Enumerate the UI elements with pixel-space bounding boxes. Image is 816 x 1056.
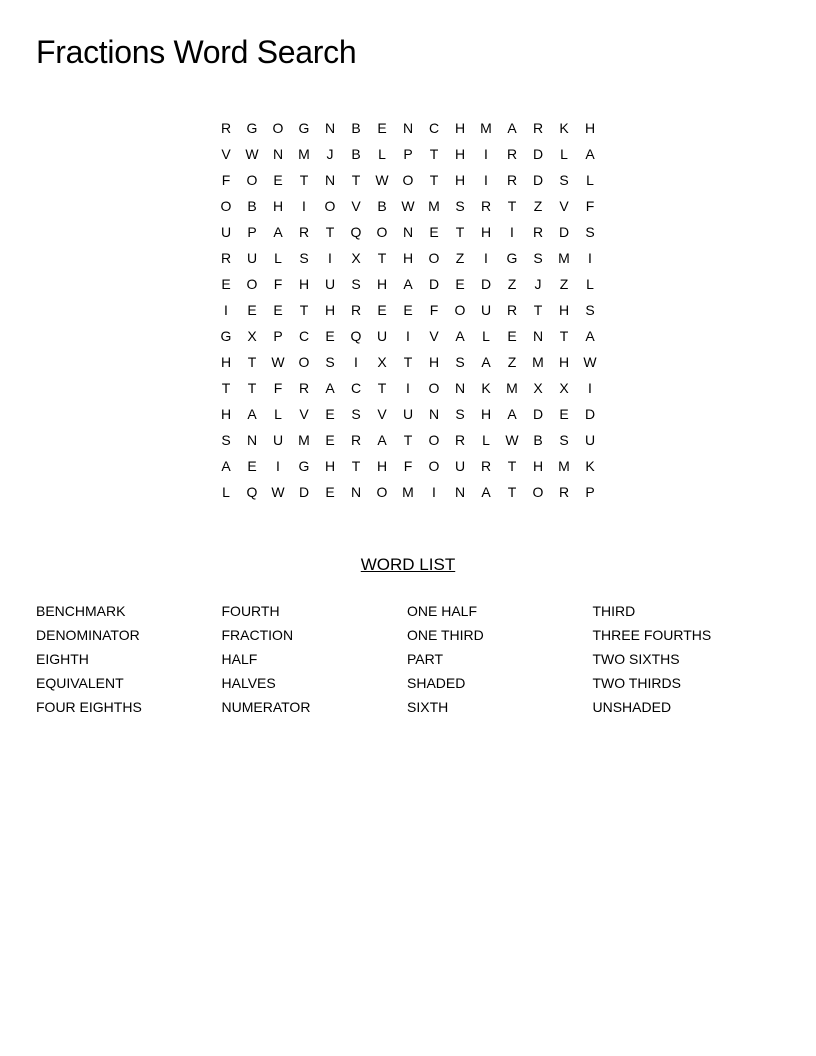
word-list-item: EIGHTH	[36, 651, 89, 667]
grid-letter: E	[403, 302, 413, 318]
grid-letter: R	[506, 302, 518, 318]
grid-letter: H	[454, 146, 466, 162]
word-list	[36, 601, 778, 721]
grid-letter: X	[559, 380, 569, 396]
grid-letter: S	[351, 276, 361, 292]
grid-letter: A	[507, 120, 517, 136]
grid-letter: G	[298, 458, 310, 474]
grid-letter: L	[586, 276, 594, 292]
grid-letter: F	[221, 172, 231, 188]
grid-letter: W	[583, 354, 597, 370]
grid-letter: E	[325, 432, 335, 448]
grid-letter: B	[351, 146, 361, 162]
grid-letter: U	[272, 432, 284, 448]
grid-letter: I	[484, 146, 488, 162]
grid-letter: M	[402, 484, 414, 500]
grid-letter: O	[402, 172, 414, 188]
grid-letter: A	[247, 406, 257, 422]
grid-letter: R	[350, 432, 362, 448]
grid-letter: S	[559, 172, 569, 188]
word-list-item: SIXTH	[407, 699, 449, 715]
grid-letter: A	[585, 328, 595, 344]
grid-letter: G	[298, 120, 310, 136]
grid-letter: W	[245, 146, 259, 162]
grid-letter: S	[533, 250, 543, 266]
grid-letter: U	[402, 406, 414, 422]
grid-letter: I	[328, 250, 332, 266]
grid-letter: H	[480, 224, 492, 240]
grid-letter: O	[246, 172, 258, 188]
grid-letter: R	[220, 250, 232, 266]
grid-letter: O	[272, 120, 284, 136]
grid-letter: I	[224, 302, 228, 318]
grid-letter: T	[559, 328, 569, 344]
grid-letter: P	[585, 484, 595, 500]
grid-letter: S	[585, 224, 595, 240]
grid-letter: D	[428, 276, 440, 292]
grid-letter: P	[403, 146, 413, 162]
grid-letter: B	[351, 120, 361, 136]
grid-letter: I	[588, 380, 592, 396]
grid-letter: X	[247, 328, 257, 344]
grid-letter: T	[507, 484, 517, 500]
grid-letter: E	[273, 172, 283, 188]
grid-letter: M	[298, 146, 310, 162]
grid-letter: E	[377, 120, 387, 136]
grid-letter: H	[454, 172, 466, 188]
grid-letter: N	[272, 146, 284, 162]
grid-letter: U	[454, 458, 466, 474]
grid-letter: I	[510, 224, 514, 240]
grid-letter: D	[532, 172, 544, 188]
word-list-item: BENCHMARK	[36, 603, 126, 619]
grid-letter: H	[558, 302, 570, 318]
word-list-item: HALF	[221, 651, 258, 667]
word-list-item: FOURTH	[221, 603, 280, 619]
grid-letter: C	[428, 120, 440, 136]
grid-letter: N	[428, 406, 440, 422]
grid-letter: N	[532, 328, 544, 344]
grid-letter: G	[506, 250, 518, 266]
grid-letter: D	[558, 224, 570, 240]
grid-letter: S	[351, 406, 361, 422]
word-list-item: THIRD	[592, 603, 636, 619]
grid-letter: Q	[350, 328, 362, 344]
grid-letter: M	[480, 120, 492, 136]
grid-letter: R	[558, 484, 570, 500]
grid-letter: X	[533, 380, 543, 396]
grid-letter: V	[351, 198, 361, 214]
grid-letter: I	[432, 484, 436, 500]
grid-letter: K	[481, 380, 491, 396]
grid-letter: U	[246, 250, 258, 266]
grid-letter: T	[247, 380, 257, 396]
grid-letter: N	[324, 120, 336, 136]
grid-letter: I	[588, 250, 592, 266]
grid-letter: X	[377, 354, 387, 370]
grid-letter: A	[585, 146, 595, 162]
grid-letter: T	[429, 146, 439, 162]
grid-letter: F	[585, 198, 595, 214]
grid-letter: G	[220, 328, 232, 344]
grid-letter: A	[507, 406, 517, 422]
grid-letter: U	[480, 302, 492, 318]
grid-letter: K	[559, 120, 569, 136]
grid-letter: H	[298, 276, 310, 292]
grid-letter: F	[403, 458, 413, 474]
grid-letter: A	[481, 484, 491, 500]
grid-letter: O	[298, 354, 310, 370]
grid-letter: J	[326, 146, 334, 162]
grid-letter: R	[220, 120, 232, 136]
grid-letter: O	[532, 484, 544, 500]
grid-letter: M	[558, 250, 570, 266]
grid-letter: E	[325, 406, 335, 422]
grid-letter: W	[505, 432, 519, 448]
grid-letter: H	[454, 120, 466, 136]
word-list-item: ONE HALF	[407, 603, 478, 619]
grid-letter: N	[350, 484, 362, 500]
grid-letter: F	[429, 302, 439, 318]
grid-letter: F	[273, 276, 283, 292]
grid-letter: H	[324, 302, 336, 318]
grid-letter: R	[506, 172, 518, 188]
grid-letter: C	[350, 380, 362, 396]
grid-letter: H	[376, 458, 388, 474]
grid-letter: E	[273, 302, 283, 318]
grid-letter: T	[507, 198, 517, 214]
grid-letter: E	[247, 302, 257, 318]
grid-letter: U	[584, 432, 596, 448]
grid-letter: H	[532, 458, 544, 474]
grid-letter: N	[324, 172, 336, 188]
grid-letter: H	[402, 250, 414, 266]
grid-letter: A	[455, 328, 465, 344]
grid-letter: H	[324, 458, 336, 474]
grid-letter: U	[220, 224, 232, 240]
grid-letter: M	[428, 198, 440, 214]
word-list-item: PART	[407, 651, 444, 667]
word-list-item: ONE THIRD	[407, 627, 484, 643]
grid-letter: R	[480, 458, 492, 474]
grid-letter: N	[454, 484, 466, 500]
grid-letter: Z	[533, 198, 543, 214]
grid-letter: O	[376, 224, 388, 240]
grid-letter: I	[406, 328, 410, 344]
grid-letter: T	[403, 354, 413, 370]
grid-letter: H	[376, 276, 388, 292]
grid-letter: D	[480, 276, 492, 292]
grid-letter: D	[584, 406, 596, 422]
grid-letter: S	[299, 250, 309, 266]
grid-letter: V	[559, 198, 569, 214]
grid-letter: H	[584, 120, 596, 136]
grid-letter: L	[482, 432, 490, 448]
grid-letter: U	[324, 276, 336, 292]
grid-letter: Z	[559, 276, 569, 292]
grid-letter: O	[220, 198, 232, 214]
grid-letter: S	[455, 354, 465, 370]
word-list-item: SHADED	[407, 675, 466, 691]
grid-letter: A	[481, 354, 491, 370]
grid-letter: T	[429, 172, 439, 188]
grid-letter: V	[377, 406, 387, 422]
grid-letter: L	[586, 172, 594, 188]
grid-letter: S	[455, 406, 465, 422]
grid-letter: R	[454, 432, 466, 448]
grid-letter: T	[351, 458, 361, 474]
grid-letter: Z	[507, 276, 517, 292]
grid-letter: V	[299, 406, 309, 422]
word-list-item: FRACTION	[221, 627, 294, 643]
grid-letter: S	[559, 432, 569, 448]
grid-letter: D	[532, 146, 544, 162]
grid-letter: F	[273, 380, 283, 396]
grid-letter: T	[507, 458, 517, 474]
grid-letter: O	[428, 432, 440, 448]
grid-letter: Z	[507, 354, 517, 370]
grid-letter: E	[377, 302, 387, 318]
grid-letter: E	[221, 276, 231, 292]
grid-letter: N	[454, 380, 466, 396]
grid-letter: R	[506, 146, 518, 162]
grid-letter: V	[429, 328, 439, 344]
grid-letter: E	[559, 406, 569, 422]
grid-letter: V	[221, 146, 231, 162]
word-list-item: TWO SIXTHS	[592, 651, 680, 667]
grid-letter: E	[429, 224, 439, 240]
grid-letter: W	[401, 198, 415, 214]
grid-letter: M	[298, 432, 310, 448]
grid-letter: O	[428, 458, 440, 474]
page-title: Fractions Word Search	[36, 34, 357, 70]
grid-letter: H	[272, 198, 284, 214]
grid-letter: A	[377, 432, 387, 448]
grid-letter: O	[428, 380, 440, 396]
grid-letter: E	[455, 276, 465, 292]
word-list-item: DENOMINATOR	[36, 627, 140, 643]
grid-letter: I	[276, 458, 280, 474]
grid-letter: T	[247, 354, 257, 370]
grid-letter: W	[271, 484, 285, 500]
grid-letter: T	[299, 302, 309, 318]
grid-letter: H	[558, 354, 570, 370]
grid-letter: T	[325, 224, 335, 240]
grid-letter: E	[507, 328, 517, 344]
grid-letter: R	[532, 224, 544, 240]
grid-letter: W	[375, 172, 389, 188]
word-list-item: THREE FOURTHS	[592, 627, 712, 643]
letter-grid	[213, 118, 603, 508]
grid-letter: R	[480, 198, 492, 214]
word-list-item: HALVES	[221, 675, 276, 691]
grid-letter: L	[274, 406, 282, 422]
grid-letter: K	[585, 458, 595, 474]
grid-letter: L	[378, 146, 386, 162]
grid-letter: N	[246, 432, 258, 448]
grid-letter: A	[221, 458, 231, 474]
grid-letter: T	[377, 250, 387, 266]
grid-letter: S	[221, 432, 231, 448]
grid-letter: O	[428, 250, 440, 266]
grid-letter: W	[271, 354, 285, 370]
word-list-item: TWO THIRDS	[592, 675, 681, 691]
grid-letter: S	[325, 354, 335, 370]
grid-letter: L	[222, 484, 230, 500]
grid-letter: D	[298, 484, 310, 500]
grid-letter: P	[273, 328, 283, 344]
grid-letter: U	[376, 328, 388, 344]
grid-letter: B	[377, 198, 387, 214]
grid-letter: N	[402, 120, 414, 136]
grid-letter: H	[220, 406, 232, 422]
grid-letter: E	[325, 484, 335, 500]
grid-letter: H	[220, 354, 232, 370]
word-list-item: EQUIVALENT	[36, 675, 124, 691]
grid-letter: N	[402, 224, 414, 240]
grid-letter: T	[403, 432, 413, 448]
grid-letter: A	[273, 224, 283, 240]
grid-letter: O	[376, 484, 388, 500]
grid-letter: R	[532, 120, 544, 136]
word-list-item: NUMERATOR	[221, 699, 311, 715]
grid-letter: L	[274, 250, 282, 266]
grid-letter: A	[325, 380, 335, 396]
grid-letter: I	[354, 354, 358, 370]
grid-letter: I	[484, 172, 488, 188]
grid-letter: I	[406, 380, 410, 396]
grid-letter: C	[298, 328, 310, 344]
grid-letter: T	[455, 224, 465, 240]
grid-letter: R	[350, 302, 362, 318]
grid-letter: I	[484, 250, 488, 266]
grid-letter: T	[377, 380, 387, 396]
word-list-item: UNSHADED	[592, 699, 672, 715]
grid-letter: H	[480, 406, 492, 422]
grid-letter: R	[298, 380, 310, 396]
grid-letter: A	[403, 276, 413, 292]
grid-letter: J	[534, 276, 542, 292]
word-list-item: FOUR EIGHTHS	[36, 699, 142, 715]
grid-letter: B	[533, 432, 543, 448]
grid-letter: O	[454, 302, 466, 318]
grid-letter: S	[455, 198, 465, 214]
grid-letter: Z	[455, 250, 465, 266]
grid-letter: R	[298, 224, 310, 240]
grid-letter: M	[506, 380, 518, 396]
grid-letter: Q	[350, 224, 362, 240]
grid-letter: B	[247, 198, 257, 214]
grid-letter: T	[221, 380, 231, 396]
word-list-heading: WORD LIST	[360, 555, 456, 574]
grid-letter: P	[247, 224, 257, 240]
grid-letter: M	[558, 458, 570, 474]
grid-letter: I	[302, 198, 306, 214]
grid-letter: E	[247, 458, 257, 474]
grid-letter: G	[246, 120, 258, 136]
grid-letter: Q	[246, 484, 258, 500]
grid-letter: T	[351, 172, 361, 188]
grid-letter: T	[299, 172, 309, 188]
grid-letter: H	[428, 354, 440, 370]
grid-letter: L	[482, 328, 490, 344]
grid-letter: L	[560, 146, 568, 162]
grid-letter: O	[246, 276, 258, 292]
grid-letter: E	[325, 328, 335, 344]
grid-letter: S	[585, 302, 595, 318]
grid-letter: O	[324, 198, 336, 214]
grid-letter: X	[351, 250, 361, 266]
grid-letter: T	[533, 302, 543, 318]
grid-letter: D	[532, 406, 544, 422]
grid-letter: M	[532, 354, 544, 370]
